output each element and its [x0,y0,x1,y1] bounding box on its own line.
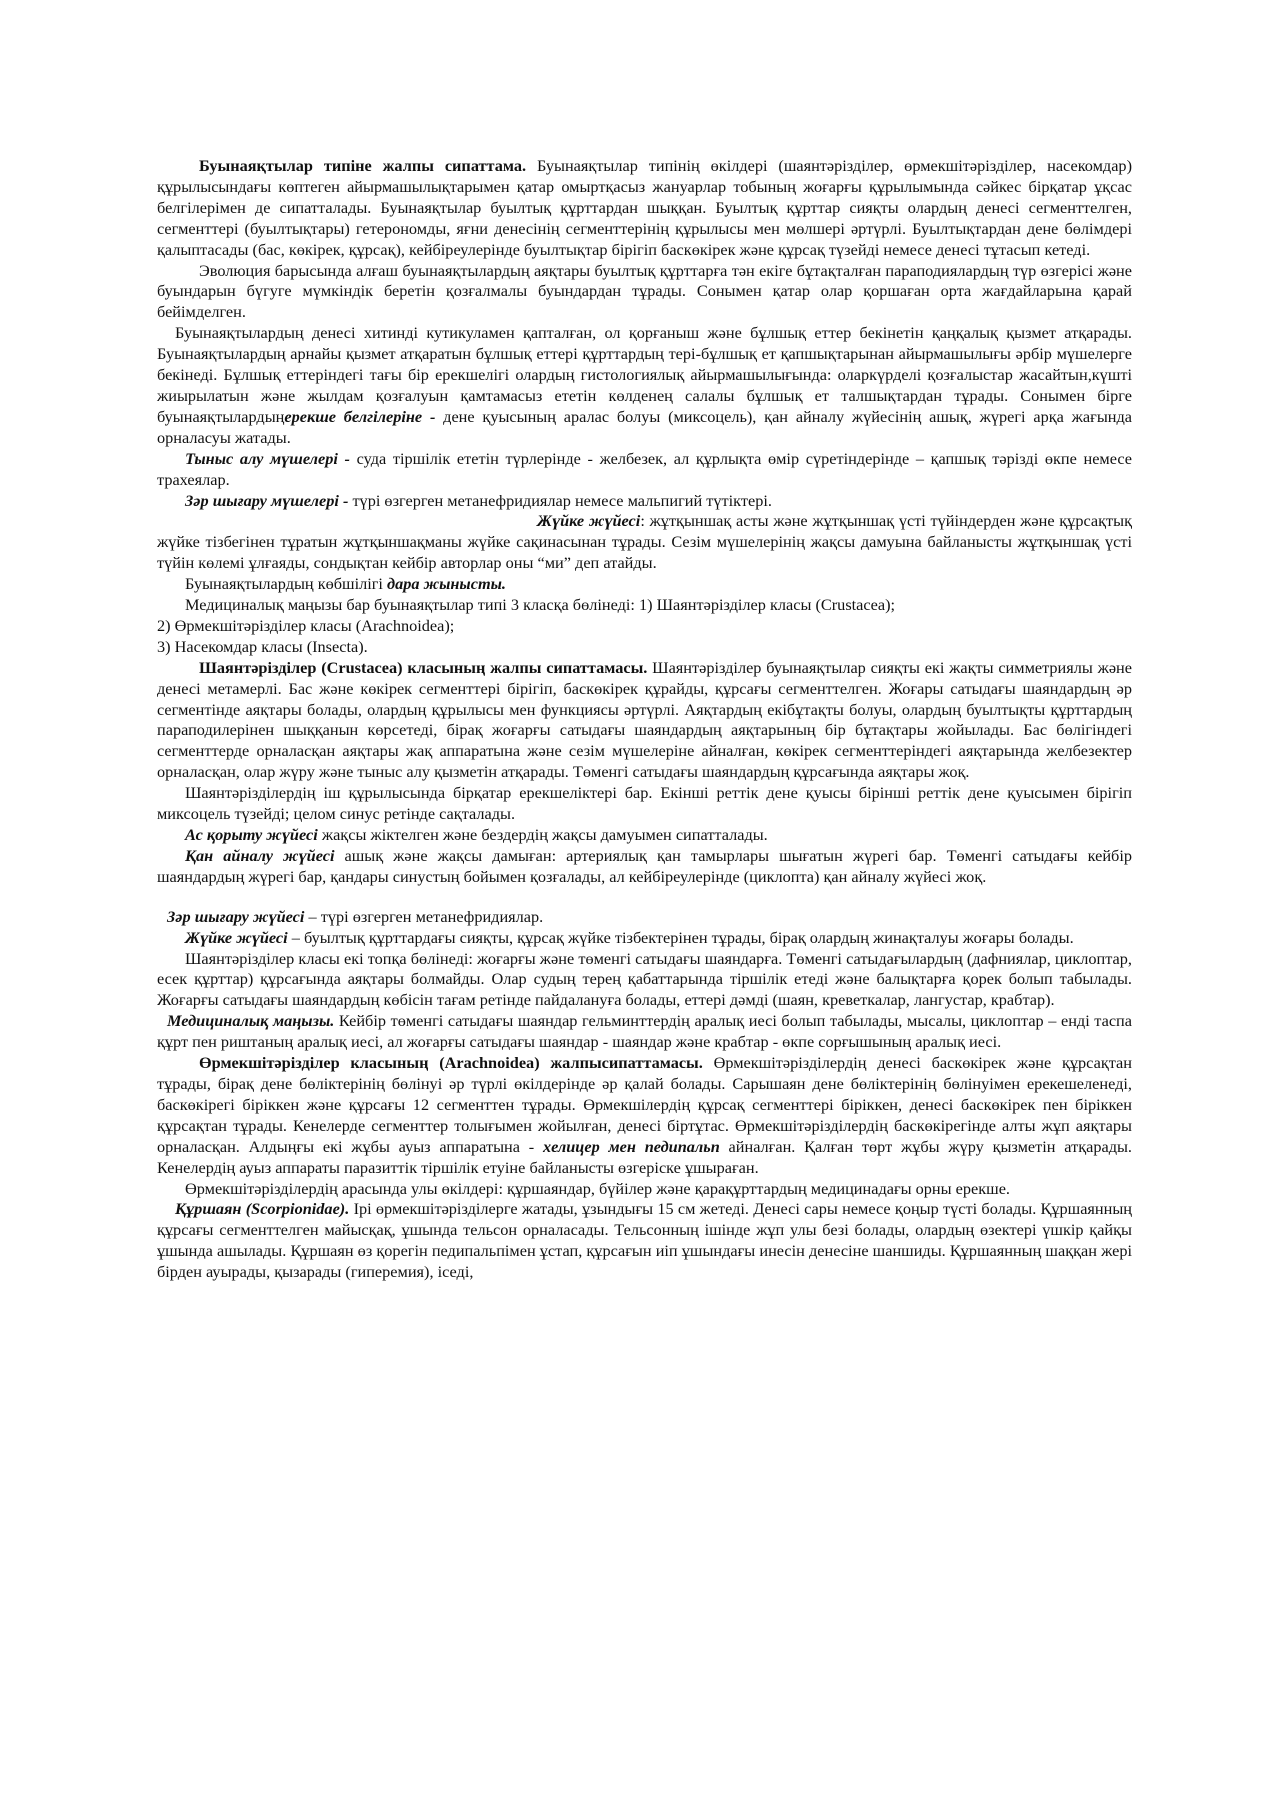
paragraph-crustacea-excretory [157,907,1132,928]
section-title-arthropods: Буынаяқтылар типіне жалпы сипаттама. [199,156,527,175]
paragraph-crustacea [157,658,1132,783]
paragraph-text: Ірі өрмекшітәрізділерге жатады, ұзындығы 15 см жетеді. Денесі сары немесе қоңыр түсті болады. Құршаянның құрсағы сегменттелген майысқақ, ұшында тельсон орналасады. Тельсонның ішінде жұп улы безі болады, олардың өзектері үшкір қайқы ұшында ашылады. Құршаян өз қорегін педипальпімен ұстап, құрсағын иіп ұшындағы инесін денесіне шаншиды. Құршаянның шаққан жері бірден ауырады, қызарады (гиперемия), іседі, [157,1199,1133,1282]
paragraph-dioecious [157,574,1132,595]
emphasis-term: ерекше белгілеріне - [284,406,436,426]
paragraph-text: – түрі өзгерген метанефридиялар. [304,906,544,926]
paragraph-text: айналған. Қалған төрт жұбы жүру қызметін атқарады. Кенелердің ауыз аппараты паразиттік тіршілік етуіне байланысты өзгеріске ұшыраған. [157,1136,1133,1177]
paragraph-nervous [157,511,1132,574]
paragraph-text: жақсы жіктелген және бездердің жақсы дамуымен сипатталады. [317,825,768,844]
term-excretory: Зәр шығару мүшелері - [185,490,349,510]
paragraph-text: Буынаяқтылардың көбшілігі [185,574,388,594]
paragraph-text: ашық және жақсы дамыған: артериялық қан тамырлары шығатын жүрегі бар. Төменгі сатыдағы кейбір шаяндардың жүрегі бар, қандары синустың бойымен қозғалады, ал кейбіреулерінде (циклопта) қан айналу жүйесі жоқ. [157,845,1132,886]
paragraph-text: Буынаяқтылардың денесі хитинді кутикуламен қапталған, ол қорғаныш және бұлшық еттер бекінетін қаңқалық қызмет атқарады. Буынаяқтылардың арнайы қызмет атқаратын бұлшық еттері құрттардың тері-бұлшық ет қапшықтарынан айырмашылығы әрбір мүшелерге бекінеді. Бұлшық еттеріндегі тағы бір ерекшелігі олардың гистологиялық айырмашылығында: оларкүрделі қозғалыстар жасайтын,күшті жиырылатын және жылдам қозғалуын қамтамасыз ететін көлденең салалы бұлшық ет талшықтардан тұрады. Сонымен бірге буынаяқтылардың [157,323,1132,426]
emphasis-term: хелицер мен педипальп [542,1136,720,1156]
term-respiratory: Тыныс алу мүшелері - [185,448,350,468]
section-title-arachnoidea: Өрмекшітәрізділер класының (Arachnoidea) жалпысипаттамасы. [199,1053,703,1073]
paragraph-text: дене қуысының аралас болуы (миксоцель), қан айналу жүйесінің ашық, жүрегі арқа жағында орналасуы жатады. [157,406,1132,447]
paragraph-circulatory [157,846,1132,888]
list-item-arachnoidea: 2) Өрмекшітәрізділер класы (Arachnoidea); [157,615,455,635]
paragraph-scorpion [157,1199,1132,1283]
term-circulatory: Қан айналу жүйесі [185,845,335,865]
section-title-crustacea: Шаянтәрізділер (Crustacea) класының жалпы сипаттамасы. [199,657,648,677]
paragraph-arachnoidea [157,1053,1132,1178]
term-digestive: Ас қорыту жүйесі [185,825,318,844]
term-medical-significance: Медициналық маңызы. [167,1011,335,1031]
paragraph-cuticle [157,323,1132,448]
paragraph-text: суда тіршілік ететін түрлерінде - желбезек, ал құрлықта өмір сүретіндерінде – қапшық тәрізді өкпе немесе трахеялар. [157,448,1133,489]
term-dioecious: дара жынысты. [387,574,506,594]
term-nervous-system: Жүйке жүйесі [185,927,288,947]
paragraph-text: Өрмекшітәрізділердің денесі баскөкірек және құрсақтан тұрады, бірақ дене бөліктерінің бөлінуі әр түрлі өкілдерінде әр қалай болады. Сарышаян дене бөліктерінің бөлінуімен ерекешеленеді, баскөкірегі біріккен және құрсағы 12 сегменттен тұрады. Өрмекшілердің құрсақ сегменттері біріккен, денесі баскөкірек пен біріккен құрсақтан тұрады. Кенелерде сегменттер толығымен жойылған, денесі біртұтас. Өрмекшітәрізділердің баскөкірегінде алты жұп аяқтары орналасқан. Алдыңғы екі жұбы ауыз аппаратына - [157,1053,1132,1156]
term-excretory-system: Зәр шығару жүйесі [167,906,305,926]
paragraph-classes-intro: Медициналық маңызы бар буынаяқтылар типі 3 класқа бөлінеді: 1) Шаянтәрізділер класы (Crustacea); [185,595,896,615]
paragraph-crustacea-internal: Шаянтәрізділердің іш құрылысында бірқатар ерекшеліктері бар. Екінші реттік дене қуысы бірінші реттік дене қуысымен бірігіп миксоцель түзейді; целом синус ретінде сақталады. [157,783,1132,824]
paragraph-excretory [157,491,1132,512]
paragraph-digestive [157,825,1132,846]
paragraph-text: Буынаяқтылар типінің өкілдері (шаянтәрізділер, өрмекшітәрізділер, насекомдар) құрылысындағы көптеген айырмашылықтарымен қатар омыртқасыз жануарлар тобының жоғарғы құрылымында сәйкес бірқатар ұқсас белгілерімен де сипатталады. Буынаяқтылар буылтық құрттардан шыққан. Буылтық құрттар сияқты олардың денесі сегменттелген, сегменттері (буылтықтары) гетерономды, яғни денесінің сегменттерінің құрылысы мен мөлшері әртүрлі. Буылтықтардан дене бөлімдері қалыптасады (бас, көкірек, құрсақ), кейбіреулерінде буылтықтар бірігіп баскөкірек және құрсақ түзейді немесе денесі тұтасып кетеді. [157,156,1132,259]
paragraph-venomous: Өрмекшітәрізділердің арасында улы өкілдері: құршаяндар, бүйілер және қарақұрттардың медицинадағы орны ерекше. [185,1178,1010,1198]
term-nervous: Жүйке жүйесі [537,511,641,531]
paragraph-medical-significance [157,1011,1132,1053]
paragraph-crustacea-groups: Шаянтәрізділер класы екі топқа бөлінеді: жоғарғы және төменгі сатыдағы шаяндарға. Төменгі сатыдағылардың (дафниялар, циклоптар, есек құрттар) құрсағында аяқтары болмайды. Олар судың терең қабаттарында тіршілік етеді және балықтарға қорек болып табылады. Жоғарғы сатыдағы шаяндардың көбісін тағам ретінде пайдалануға болады, еттері дәмді (шаян, креветкалар, лангустар, крабтар). [157,948,1132,1010]
list-item-insecta: 3) Насекомдар класы (Insecta). [157,636,368,656]
paragraph-arthropods-overview [157,156,1132,261]
paragraph-text: түрі өзгерген метанефридиялар немесе мальпигий түтіктері. [348,490,772,510]
paragraph-respiratory [157,449,1132,491]
paragraph-text: Шаянтәрізділер буынаяқтылар сияқты екі жақты симметриялы және денесі метамерлі. Бас және көкірек сегменттері бірігіп, баскөкірек құрайды, құрсағы сегменттелген. Жоғары сатыдағы шаяндардың әр сегментінде аяқтары болады, олардың құрылысы мен функциясы әртүрлі. Аяқтардың екібұтақты болуы, олардың буылтықты құрттардың параподилерінен шыққанын көрсетеді, бірақ жоғарғы сатыдағы шаяндардың аяқтарының бір бұтақтары жойылады. Бас бөлігіндегі сегменттерде орналасқан аяқтары жақ аппаратына және сезім мүшелеріне айналған, көкірек сегменттеріндегі аяқтарында желбезектер орналасқан, олар жүру және тыныс алу қызметін атқарады. Төменгі сатыдағы шаяндардың құрсағында аяқтары жоқ. [157,657,1132,782]
paragraph-text: : жұтқыншақ асты және жұтқыншақ үсті түйіндерден және құрсақтық жүйке тізбегінен тұратын жұтқыншақманы жүйке сақинасынан тұрады. Сезім мүшелерінің жақсы дамуына байланысты жұтқыншақ үсті түйін көлемі ұлғаяды, сондықтан кейбір авторлар оны “ми” деп атайды. [157,511,1132,573]
paragraph-text: – буылтық құрттардағы сияқты, құрсақ жүйке тізбектерінен тұрады, бірақ олардың жинақталуы жоғары болады. [287,927,1074,947]
paragraph-evolution: Эволюция барысында алғаш буынаяқтылардың аяқтары буылтық құрттарға тән екіге бұтақталған параподиялардың түр өзгерісі және буындарын бүгуге мүмкіндік беретін қозғалмалы буындардан тұрады. Сонымен қатар олар қоршаған орта жағдайларына қарай бейімделген. [157,260,1132,322]
paragraph-text: Кейбір төменгі сатыдағы шаяндар гельминттердің аралық иесі болып табылады, мысалы, циклоптар – енді таспа құрт пен риштаның аралық иесі, ал жоғарғы сатыдағы шаяндар - шаяндар және крабтар - өкпе сорғышының аралық иесі. [157,1011,1132,1052]
paragraph-crustacea-nervous [157,928,1132,949]
document-page [157,156,1132,1283]
term-scorpion: Құршаян (Scorpionidae). [175,1199,350,1219]
